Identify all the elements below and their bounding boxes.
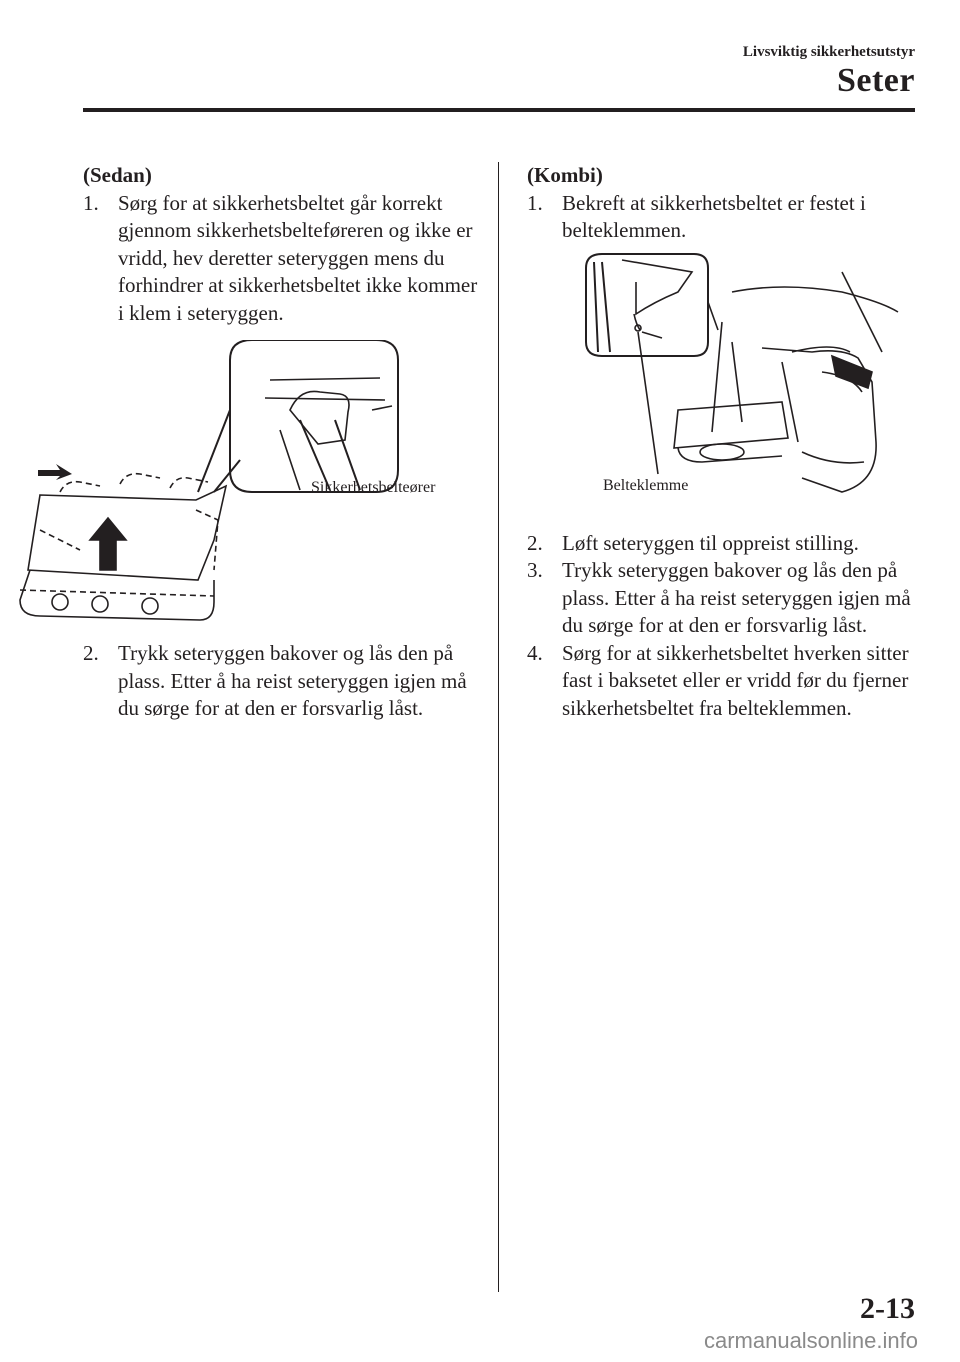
step-text: Sørg for at sikkerhetsbeltet går korrekt gjennom sikkerhetsbelteføreren og ikke er vridd, hev deretter seteryggen mens du forhindrer at sikkerhetsbeltet ikke kommer i klem i seteryggen. <box>118 190 478 325</box>
seatbelt-guide-callout: Sikkerhetsbelteører <box>311 479 436 496</box>
step-text: Bekreft at sikkerhetsbeltet er festet i belteklemmen. <box>562 190 866 242</box>
step-text: Trykk seteryggen bakover og lås den på plass. Etter å ha reist seteryggen igjen må du sørge for at den er forsvarlig låst. <box>562 558 911 637</box>
header-rule <box>83 108 915 112</box>
step-text: Trykk seteryggen bakover og lås den på plass. Etter å ha reist seteryggen igjen må du sørge for at den er forsvarlig låst. <box>118 641 467 720</box>
step-item <box>83 190 478 328</box>
kombi-heading: (Kombi) <box>527 163 603 187</box>
sedan-steps-2 <box>83 640 478 723</box>
column-divider <box>498 162 499 1292</box>
step-item <box>527 640 922 723</box>
kombi-steps-1 <box>527 190 922 245</box>
step-number: 1. <box>83 190 99 215</box>
step-item <box>83 640 478 723</box>
kombi-steps-2 <box>527 530 922 723</box>
step-number: 3. <box>527 558 543 582</box>
step-text: Løft seteryggen til oppreist stilling. <box>562 530 859 555</box>
belt-clip-callout: Belteklemme <box>603 476 689 494</box>
sedan-seatback-illustration <box>0 340 480 622</box>
kombi-seat-illustration <box>582 252 927 514</box>
step-item <box>527 190 922 245</box>
footer-watermark[interactable]: carmanualsonline.info <box>703 1328 918 1353</box>
page-title: Seter <box>836 62 915 99</box>
step-number: 4. <box>527 640 543 665</box>
sedan-heading: (Sedan) <box>83 163 152 187</box>
section-title: Livsviktig sikkerhetsutstyr <box>742 44 915 60</box>
step-item <box>527 557 922 640</box>
left-column <box>83 162 478 723</box>
step-text: Sørg for at sikkerhetsbeltet hverken sitter fast i baksetet eller er vridd før du fjerner sikkerhetsbeltet fra belteklemmen. <box>562 640 909 720</box>
step-number: 2. <box>83 641 99 665</box>
step-item <box>527 530 922 558</box>
step-number: 2. <box>527 530 543 555</box>
right-column <box>527 162 922 722</box>
sedan-steps-1 <box>83 190 478 328</box>
step-number: 1. <box>527 190 543 215</box>
page-number: 2-13 <box>860 1292 915 1325</box>
